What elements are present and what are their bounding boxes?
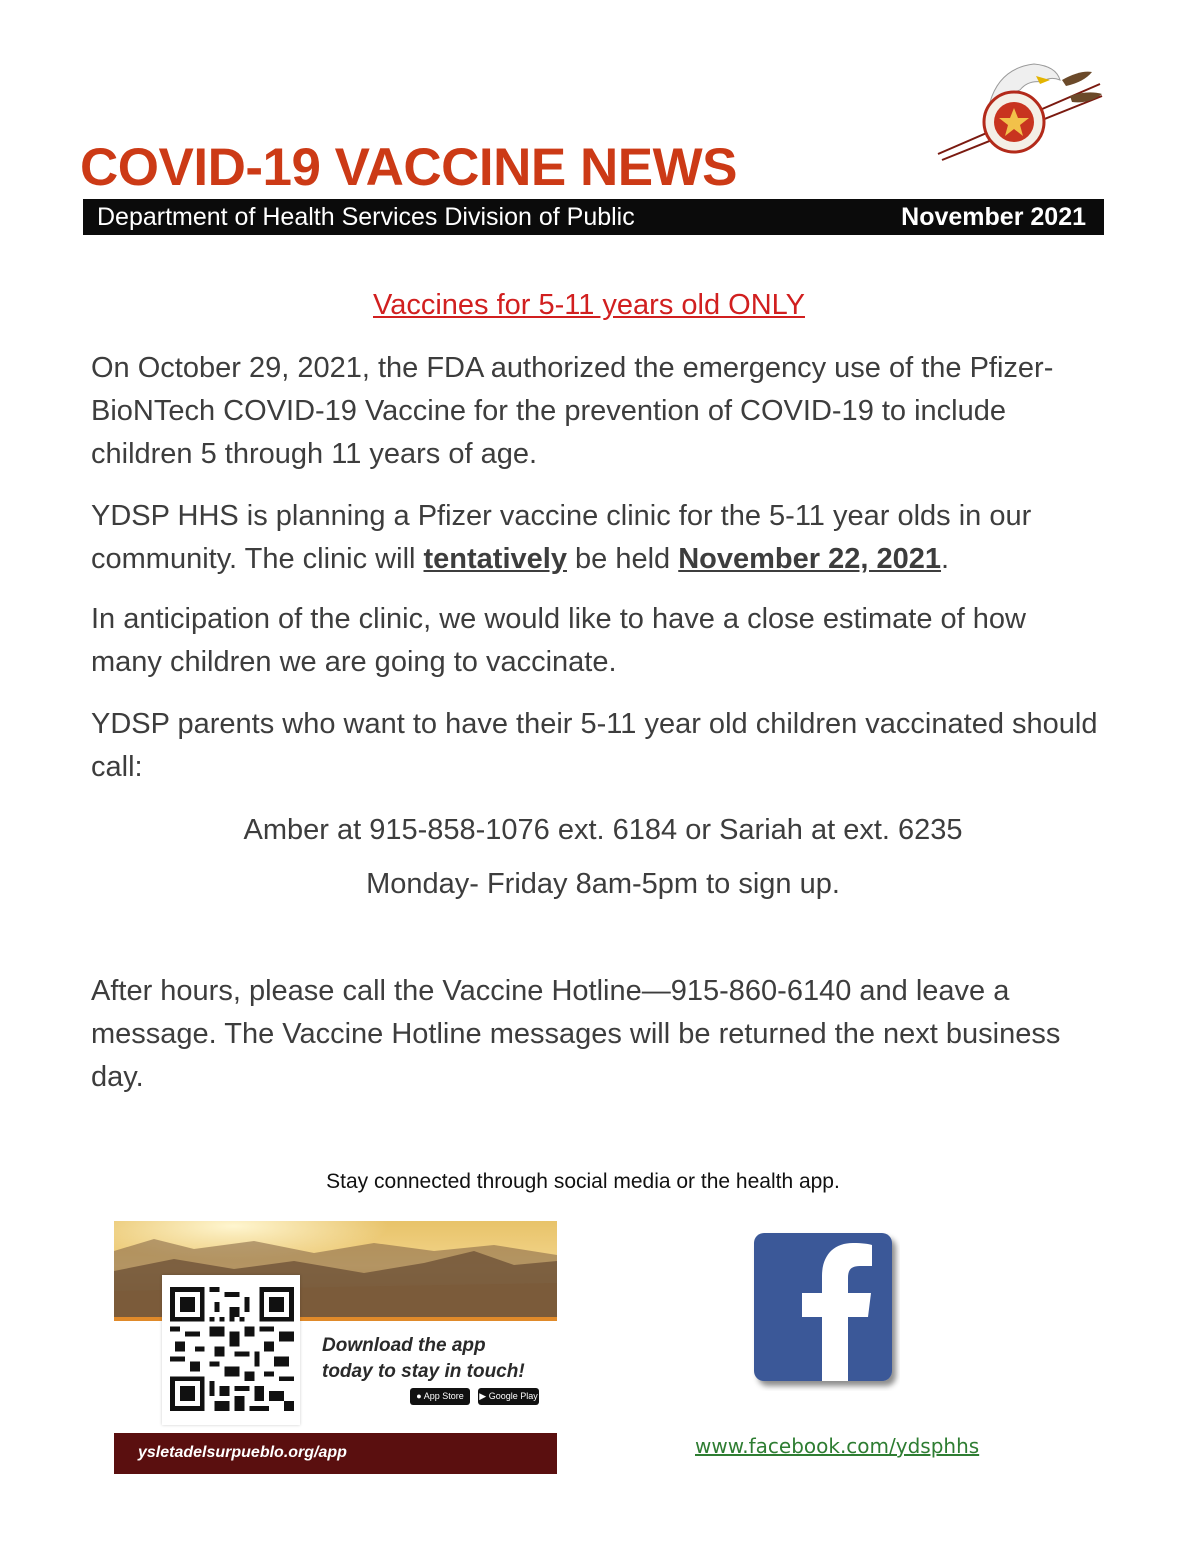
app-store-badge[interactable] — [410, 1388, 470, 1405]
google-play-badge[interactable] — [478, 1388, 539, 1405]
google-play-icon: ▶ — [479, 1391, 487, 1401]
paragraph-clinic-plan — [91, 495, 1101, 581]
paragraph-fda-authorization: On October 29, 2021, the FDA authorized the emergency use of the Pfizer-BioNTech COVID-19 Vaccine for the prevention of COVID-19 to include children 5 through 11 years of age. — [91, 352, 1054, 470]
facebook-link[interactable]: www.facebook.com/ydsphhs — [695, 1434, 980, 1458]
qr-code-frame[interactable] — [162, 1275, 300, 1425]
app-tagline-line1: Download the app — [322, 1335, 486, 1356]
department-name: Department of Health Services Division of Public — [97, 203, 635, 231]
paragraph-estimate: In anticipation of the clinic, we would like to have a close estimate of how many children we are going to vaccinate. — [91, 603, 1026, 678]
clinic-date-emphasis: November 22, 2021 — [678, 543, 942, 575]
social-media-text: Stay connected through social media or the health app. — [326, 1170, 840, 1193]
app-store-label: App Store — [423, 1391, 464, 1401]
app-download-card[interactable] — [114, 1221, 557, 1474]
tentatively-emphasis: tentatively — [423, 543, 567, 575]
hours-line: Monday- Friday 8am-5pm to sign up. — [366, 868, 840, 900]
app-tagline — [322, 1333, 525, 1385]
clinic-plan-text-middle: be held — [566, 543, 679, 575]
header-banner — [83, 199, 1104, 235]
card-footer — [114, 1433, 557, 1474]
paragraph-after-hours: After hours, please call the Vaccine Hotline—915-860-6140 and leave a message. The Vaccine Hotline messages will be returned the next business day. — [91, 975, 1061, 1093]
clinic-plan-period: . — [941, 543, 950, 575]
clinic-plan-text: YDSP HHS is planning a Pfizer vaccine clinic for the 5-11 year olds in our community. The clinic will — [91, 500, 1032, 575]
issue-date: November 2021 — [901, 203, 1086, 231]
app-tagline-line2: today to stay in touch! — [322, 1361, 525, 1382]
apple-icon: ● — [416, 1391, 422, 1401]
facebook-icon[interactable] — [752, 1231, 900, 1391]
contact-line: Amber at 915-858-1076 ext. 6184 or Sariah at ext. 6235 — [243, 814, 963, 846]
google-play-label: Google Play — [488, 1391, 538, 1401]
qr-code-icon[interactable] — [170, 1287, 294, 1411]
paragraph-parents-call: YDSP parents who want to have their 5-11 year old children vaccinated should call: — [91, 708, 1098, 783]
eagle-seal-logo — [932, 62, 1107, 162]
app-url[interactable]: ysletadelsurpueblo.org/app — [138, 1444, 347, 1461]
newsletter-title: COVID-19 VACCINE NEWS — [80, 138, 737, 197]
section-heading: Vaccines for 5-11 years old ONLY — [373, 289, 805, 321]
